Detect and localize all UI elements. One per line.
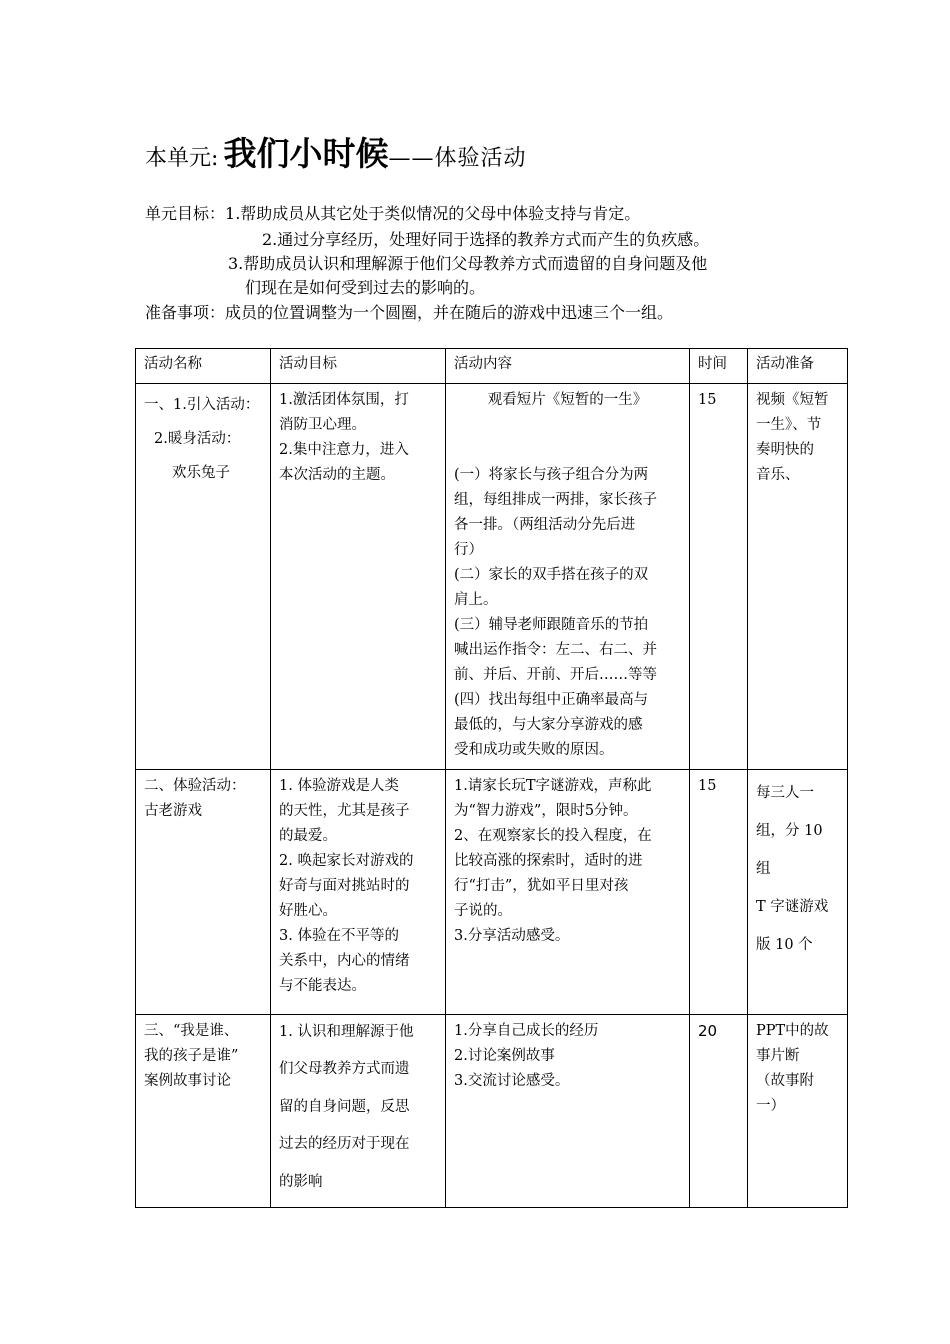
cell-text: 的最爱。 xyxy=(279,828,337,844)
activity-time-cell xyxy=(690,1015,748,1208)
cell-text: 每三人一 xyxy=(756,785,814,801)
cell-text: PPT中的故 xyxy=(756,1023,829,1039)
cell-text: 三、“我是谁、 xyxy=(144,1023,239,1039)
cell-text: 欢乐兔子 xyxy=(172,465,230,481)
cell-text: 我的孩子是谁” xyxy=(144,1048,239,1064)
activity-table xyxy=(135,348,848,1208)
page-title xyxy=(145,128,527,175)
header-cell: 活动目标 xyxy=(271,349,446,384)
cell-text: 本次活动的主题。 xyxy=(279,467,395,483)
activity-time-cell xyxy=(690,770,748,1015)
activity-goal-cell xyxy=(271,1015,446,1208)
cell-text: 前、并后、开前、开后……等等 xyxy=(454,667,657,683)
header-cell: 活动内容 xyxy=(446,349,690,384)
cell-text: 1. 认识和理解源于他 xyxy=(279,1024,414,1040)
activity-name-cell xyxy=(136,384,271,770)
activity-name-cell xyxy=(136,1015,271,1208)
cell-text: (四）找出每组中正确率最高与 xyxy=(454,692,649,708)
cell-text: 与不能表达。 xyxy=(279,978,366,994)
cell-text: 1.请家长玩T字谜游戏，声称此 xyxy=(454,778,652,794)
cell-text: 组，分 10 xyxy=(756,823,823,839)
header-cell: 活动名称 xyxy=(136,349,271,384)
cell-text: 2、在观察家长的投入程度，在 xyxy=(454,828,652,844)
cell-text: 肩上。 xyxy=(454,592,498,608)
cell-text: 组 xyxy=(756,861,771,877)
cell-text: 15 xyxy=(698,392,717,408)
cell-text: T 字谜游戏 xyxy=(756,899,829,915)
cell-text: 版 10 个 xyxy=(756,937,813,953)
cell-text: 喊出运作指令：左二、右二、并 xyxy=(454,642,657,658)
goal-item: 1.帮助成员从其它处于类似情况的父母中体验支持与肯定。 xyxy=(225,204,641,223)
cell-text: 15 xyxy=(698,778,717,794)
cell-text: (一）将家长与孩子组合分为两 xyxy=(454,467,649,483)
cell-text: 行“打击”，犹如平日里对孩 xyxy=(454,878,629,894)
activity-content-cell xyxy=(446,384,690,770)
activity-goal-cell xyxy=(271,770,446,1015)
cell-text: 20 xyxy=(698,1022,718,1040)
cell-text: 音乐、 xyxy=(756,467,800,483)
cell-text: 奏明快的 xyxy=(756,442,814,458)
activity-content-cell xyxy=(446,1015,690,1208)
cell-text: 古老游戏 xyxy=(144,803,202,819)
activity-goal-cell xyxy=(271,384,446,770)
activity-time-cell xyxy=(690,384,748,770)
cell-text: 行） xyxy=(454,542,483,558)
cell-text: 子说的。 xyxy=(454,903,512,919)
activity-prep-cell xyxy=(748,770,848,1015)
activity-name-cell xyxy=(136,770,271,1015)
cell-text: 好胜心。 xyxy=(279,903,337,919)
cell-text: 消防卫心理。 xyxy=(279,417,366,433)
goal-item: 2.通过分享经历，处理好同于选择的教养方式而产生的负疚感。 xyxy=(262,230,710,249)
title-prefix: 本单元: xyxy=(145,146,219,171)
table-row xyxy=(136,770,848,1015)
cell-text: 各一排。（两组活动分先后进 xyxy=(454,517,636,533)
goal-item: 3.帮助成员认识和理解源于他们父母教养方式而遗留的自身问题及他 xyxy=(228,254,708,273)
cell-text: 过去的经历对于现在 xyxy=(279,1136,410,1152)
blank-space xyxy=(454,438,681,463)
cell-text: 一生》、节 xyxy=(756,417,822,433)
activity-prep-cell xyxy=(748,384,848,770)
cell-text: 2.讨论案例故事 xyxy=(454,1048,555,1064)
cell-text: 事片断 xyxy=(756,1048,800,1064)
blank-space xyxy=(454,413,681,438)
goal-item: 们现在是如何受到过去的影响的。 xyxy=(245,278,486,297)
cell-text: 受和成功或失败的原因。 xyxy=(454,742,614,758)
table-row xyxy=(136,384,848,770)
cell-text: 3.分享活动感受。 xyxy=(454,928,570,944)
cell-text: 二、体验活动： xyxy=(144,778,246,794)
cell-text: 案例故事讨论 xyxy=(144,1073,231,1089)
cell-text: 2. 唤起家长对游戏的 xyxy=(279,853,414,869)
header-cell: 活动准备 xyxy=(748,349,848,384)
cell-text: 3. 体验在不平等的 xyxy=(279,928,399,944)
cell-text: 一） xyxy=(756,1098,785,1114)
prep-note: 准备事项：成员的位置调整为一个圆圈，并在随后的游戏中迅速三个一组。 xyxy=(145,303,674,322)
cell-text: 一、1.引入活动： xyxy=(144,397,260,413)
title-main: 我们小时候 xyxy=(223,134,389,173)
goals-label: 单元目标： xyxy=(145,204,226,223)
header-cell: 时间 xyxy=(690,349,748,384)
cell-text: （故事附 xyxy=(756,1073,814,1089)
activity-prep-cell xyxy=(748,1015,848,1208)
cell-text: 比较高涨的探索时，适时的进 xyxy=(454,853,643,869)
cell-text: 好奇与面对挑站时的 xyxy=(279,878,410,894)
goal-line-1 xyxy=(145,201,640,224)
cell-text: 们父母教养方式而遗 xyxy=(279,1061,410,1077)
cell-text: 视频《短暂 xyxy=(756,392,829,408)
cell-text: 观看短片《短暂的一生》 xyxy=(487,392,648,408)
cell-text: 留的自身问题，反思 xyxy=(279,1098,410,1115)
cell-text: 3.交流讨论感受。 xyxy=(454,1073,570,1089)
cell-text: 1.分享自己成长的经历 xyxy=(454,1023,599,1039)
cell-text: 关系中，内心的情绪 xyxy=(279,953,410,969)
cell-text: 为“智力游戏”，限时5分钟。 xyxy=(454,803,638,819)
cell-text: (二）家长的双手搭在孩子的双 xyxy=(454,567,649,583)
cell-text: 2.集中注意力，进入 xyxy=(279,442,409,458)
cell-text: 的天性，尤其是孩子 xyxy=(279,803,410,819)
cell-text: 的影响 xyxy=(279,1173,323,1190)
cell-text: 2.暖身活动： xyxy=(154,431,241,447)
cell-text: 1. 体验游戏是人类 xyxy=(279,778,399,794)
cell-text: 最低的，与大家分享游戏的感 xyxy=(454,717,643,733)
cell-text: (三）辅导老师跟随音乐的节拍 xyxy=(454,617,649,633)
table-row xyxy=(136,1015,848,1208)
cell-text: 1.激活团体氛围，打 xyxy=(279,392,409,408)
table-header-row xyxy=(136,349,848,384)
cell-text: 组，每组排成一两排，家长孩子 xyxy=(454,492,657,508)
activity-content-cell xyxy=(446,770,690,1015)
title-suffix: ——体验活动 xyxy=(388,146,527,171)
